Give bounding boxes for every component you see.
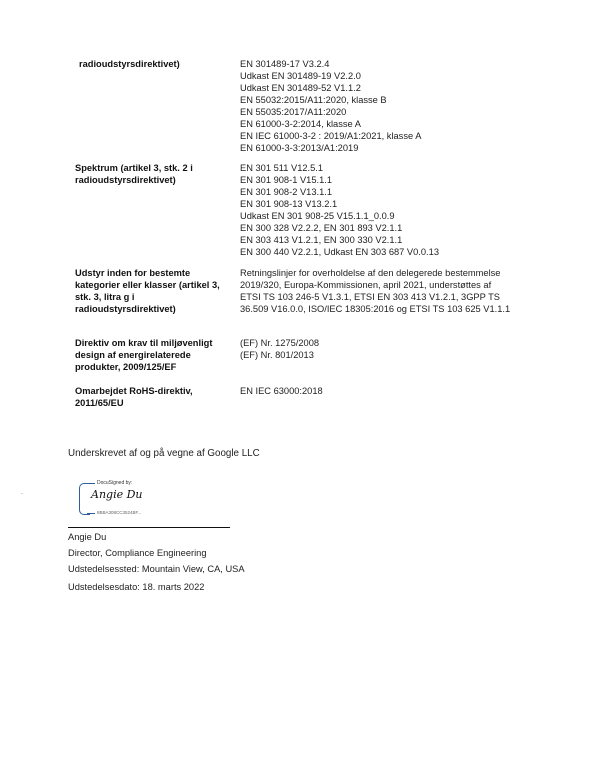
- docusign-signature: [79, 480, 169, 516]
- value-line: EN 300 328 V2.2.2, EN 301 893 V2.1.1: [240, 223, 403, 233]
- value-line: Udkast EN 301489-52 V1.1.2: [240, 83, 361, 93]
- value-line: EN 301 511 V12.5.1: [240, 163, 324, 173]
- value-line: EN 61000-3-2:2014, klasse A: [240, 119, 361, 129]
- docusign-bracket-bottom: [87, 513, 95, 514]
- docusign-id: 8BBA308CC3524BF...: [97, 510, 142, 515]
- signature-line: [68, 527, 230, 528]
- signed-on-behalf-text: Underskrevet af og på vegne af Google LLC: [68, 448, 260, 459]
- value-line: 36.509 V16.0.0, ISO/IEC 18305:2016 og ETSI TS 103 625 V1.1.1: [240, 304, 511, 314]
- row-label: Spektrum (artikel 3, stk. 2 i radioudstyrsdirektivet): [75, 163, 193, 185]
- issue-date: Udstedelsesdato: 18. marts 2022: [68, 582, 205, 592]
- row-values: [240, 58, 570, 154]
- docusign-bracket-top: [87, 483, 95, 484]
- row-values: [240, 385, 570, 397]
- handwritten-signature: Angie Du: [91, 488, 143, 501]
- value-line: Udkast EN 301 908-25 V15.1.1_0.0.9: [240, 211, 395, 221]
- value-line: ETSI TS 103 246-5 V1.3.1, ETSI EN 303 413 V1.2.1, 3GPP TS: [240, 292, 500, 302]
- value-line: EN 55032:2015/A11:2020, klasse B: [240, 95, 387, 105]
- value-line: EN 300 440 V2.2.1, Udkast EN 303 687 V0.0.13: [240, 247, 439, 257]
- value-line: Retningslinjer for overholdelse af den delegerede bestemmelse: [240, 268, 501, 278]
- row-label: Omarbejdet RoHS-direktiv, 2011/65/EU: [75, 386, 193, 408]
- issue-place: Udstedelsessted: Mountain View, CA, USA: [68, 564, 245, 574]
- value-line: EN 61000-3-3:2013/A1:2019: [240, 143, 359, 153]
- row-label: radioudstyrsdirektivet): [79, 59, 180, 69]
- signer-title: Director, Compliance Engineering: [68, 548, 207, 558]
- row-values: [240, 162, 570, 258]
- value-line: EN 301 908-1 V15.1.1: [240, 175, 333, 185]
- row-label: Udstyr inden for bestemte kategorier eller klasser (artikel 3, stk. 3, litra g i radioudstyrsdirektivet): [75, 268, 220, 314]
- value-line: EN 301489-17 V3.2.4: [240, 59, 330, 69]
- value-line: EN 303 413 V1.2.1, EN 300 330 V2.1.1: [240, 235, 403, 245]
- signer-name: Angie Du: [68, 532, 107, 542]
- value-line: EN 301 908-13 V13.2.1: [240, 199, 338, 209]
- value-line: EN 301 908-2 V13.1.1: [240, 187, 333, 197]
- value-line: EN IEC 63000:2018: [240, 386, 323, 396]
- row-label: Direktiv om krav til miljøvenligt design af energirelaterede produkter, 2009/125/EF: [75, 338, 213, 372]
- docusign-label: DocuSigned by:: [97, 480, 133, 486]
- value-line: (EF) Nr. 1275/2008: [240, 338, 320, 348]
- value-line: (EF) Nr. 801/2013: [240, 350, 314, 360]
- row-values: [240, 337, 570, 361]
- docusign-bracket-icon: [79, 483, 90, 515]
- value-line: 2019/320, Europa-Kommissionen, april 2021, understøttes af: [240, 280, 492, 290]
- stray-mark: `: [21, 494, 23, 500]
- value-line: Udkast EN 301489-19 V2.2.0: [240, 71, 361, 81]
- value-line: EN 55035:2017/A11:2020: [240, 107, 347, 117]
- row-values: [240, 267, 570, 315]
- value-line: EN IEC 61000-3-2 : 2019/A1:2021, klasse A: [240, 131, 422, 141]
